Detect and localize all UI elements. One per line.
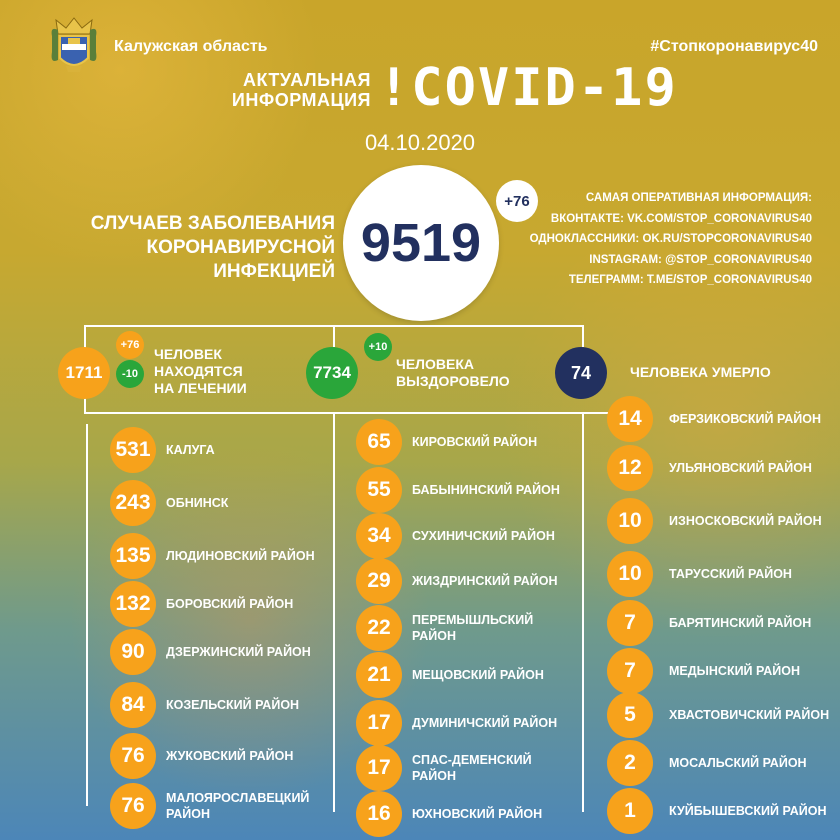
recovered-label-line-1: ЧЕЛОВЕКА — [396, 356, 474, 372]
district-row — [110, 629, 311, 675]
died-value: 74 — [570, 362, 592, 383]
district-name — [412, 573, 557, 589]
total-cases-circle — [343, 165, 499, 321]
district-value: 7 — [607, 600, 653, 646]
district-name — [166, 790, 309, 822]
district-name-line-1: СУХИНИЧСКИЙ РАЙОН — [412, 529, 555, 543]
district-name-line-1: МЕДЫНСКИЙ РАЙОН — [669, 664, 801, 678]
district-value: 12 — [607, 445, 653, 491]
district-value: 16 — [356, 791, 402, 837]
district-name-line-1: ЖИЗДРИНСКИЙ РАЙОН — [412, 574, 558, 588]
coat-of-arms-icon — [46, 14, 102, 76]
district-name-line-1: ЛЮДИНОВСКИЙ РАЙОН — [166, 549, 315, 563]
district-name-line-1: МОСАЛЬСКИЙ РАЙОН — [669, 756, 807, 770]
district-row — [607, 396, 821, 442]
district-value: 243 — [110, 480, 156, 526]
district-name — [412, 612, 533, 644]
district-value: 22 — [356, 605, 402, 651]
district-value: 76 — [110, 783, 156, 829]
district-row — [356, 605, 533, 651]
district-name — [412, 715, 557, 731]
died-circle — [555, 347, 607, 399]
actual-info-label — [226, 70, 371, 110]
district-row — [356, 558, 557, 604]
district-name-line-1: ПЕРЕМЫШЛЬСКИЙ — [412, 613, 534, 627]
district-value: 10 — [607, 551, 653, 597]
district-name-line-1: БАРЯТИНСКИЙ РАЙОН — [669, 616, 812, 630]
district-row — [356, 745, 532, 791]
district-row — [607, 498, 822, 544]
connector-line — [582, 325, 584, 347]
district-row — [110, 733, 293, 779]
connector-line — [333, 414, 335, 812]
district-name — [669, 707, 829, 723]
district-name-line-1: ФЕРЗИКОВСКИЙ РАЙОН — [669, 412, 821, 426]
connector-line — [582, 414, 584, 812]
district-name — [669, 460, 812, 476]
district-name — [412, 806, 542, 822]
district-row — [110, 427, 215, 473]
district-value: 132 — [110, 581, 156, 627]
district-name — [412, 667, 544, 683]
district-value: 14 — [607, 396, 653, 442]
district-name — [412, 482, 560, 498]
district-row — [607, 445, 812, 491]
recovered-circle — [306, 347, 358, 399]
district-value: 7 — [607, 648, 653, 694]
district-name — [412, 528, 555, 544]
district-row — [607, 648, 800, 694]
district-row — [607, 788, 826, 834]
district-name-line-2: РАЙОН — [412, 769, 457, 783]
connector-line — [84, 412, 608, 414]
page-title: !COVID-19 — [378, 58, 678, 118]
recovered-plus: +10 — [368, 341, 388, 353]
district-value: 65 — [356, 419, 402, 465]
district-name — [669, 803, 826, 819]
district-row — [356, 513, 555, 559]
district-name — [412, 752, 532, 784]
district-row — [607, 551, 792, 597]
total-cases-value: 9519 — [360, 213, 482, 273]
district-name-line-2: РАЙОН — [412, 629, 457, 643]
recovered-value: 7734 — [313, 363, 351, 382]
district-name — [166, 697, 299, 713]
district-value: 135 — [110, 533, 156, 579]
district-value: 1 — [607, 788, 653, 834]
district-name — [166, 548, 315, 564]
treatment-minus-badge — [116, 360, 144, 388]
info-vk: ВКОНТАКТЕ: VK.COM/STOP_CORONAVIRUS40 — [550, 212, 812, 225]
treatment-plus: +76 — [120, 339, 140, 351]
district-name — [166, 644, 311, 660]
district-name-line-1: БОРОВСКИЙ РАЙОН — [166, 597, 294, 611]
district-value: 17 — [356, 745, 402, 791]
district-name — [166, 495, 228, 511]
treatment-label-line-3: НА ЛЕЧЕНИИ — [154, 380, 247, 396]
district-name — [166, 748, 293, 764]
treatment-label-line-2: НАХОДЯТСЯ — [154, 363, 243, 379]
cases-label-line-1: СЛУЧАЕВ ЗАБОЛЕВАНИЯ — [90, 213, 335, 234]
district-name-line-1: КАЛУГА — [166, 443, 215, 457]
district-name — [669, 513, 822, 529]
district-row — [607, 692, 829, 738]
district-name — [412, 434, 537, 450]
district-row — [110, 480, 228, 526]
district-name-line-1: ТАРУССКИЙ РАЙОН — [669, 567, 792, 581]
district-value: 55 — [356, 467, 402, 513]
district-value: 21 — [356, 652, 402, 698]
district-name-line-1: ИЗНОСКОВСКИЙ РАЙОН — [669, 514, 822, 528]
district-row — [356, 652, 544, 698]
cases-label-line-2: КОРОНАВИРУСНОЙ ИНФЕКЦИЕЙ — [146, 237, 335, 282]
district-row — [110, 682, 299, 728]
district-name-line-1: БАБЫНИНСКИЙ РАЙОН — [412, 483, 560, 497]
district-row — [356, 791, 542, 837]
district-row — [607, 740, 807, 786]
recovered-label-line-2: ВЫЗДОРОВЕЛО — [396, 373, 510, 389]
district-row — [607, 600, 811, 646]
district-row — [356, 700, 557, 746]
recovered-plus-badge — [364, 333, 392, 361]
district-name-line-1: КУЙБЫШЕВСКИЙ РАЙОН — [669, 804, 827, 818]
district-row — [356, 467, 560, 513]
district-value: 5 — [607, 692, 653, 738]
district-name-line-1: КИРОВСКИЙ РАЙОН — [412, 435, 538, 449]
district-row — [356, 419, 537, 465]
district-name — [669, 411, 821, 427]
recovered-label — [396, 356, 510, 390]
treatment-minus: -10 — [122, 368, 138, 380]
district-name-line-1: ЖУКОВСКИЙ РАЙОН — [166, 749, 294, 763]
district-value: 84 — [110, 682, 156, 728]
total-cases-delta: +76 — [496, 180, 538, 222]
district-row — [110, 581, 293, 627]
treatment-label-line-1: ЧЕЛОВЕК — [154, 346, 222, 362]
info-telegram: ТЕЛЕГРАММ: T.ME/STOP_CORONAVIRUS40 — [568, 274, 812, 286]
district-name — [669, 755, 807, 771]
district-value: 90 — [110, 629, 156, 675]
connector-line — [333, 325, 335, 347]
social-info — [530, 188, 812, 291]
district-name — [669, 663, 800, 679]
district-name-line-1: МЕЩОВСКИЙ РАЙОН — [412, 668, 544, 682]
district-name-line-1: ДУМИНИЧСКИЙ РАЙОН — [412, 716, 558, 730]
district-value: 76 — [110, 733, 156, 779]
treatment-value: 1711 — [65, 363, 103, 382]
district-name-line-2: РАЙОН — [166, 807, 211, 821]
region-name: Калужская область — [114, 38, 268, 55]
district-value: 2 — [607, 740, 653, 786]
district-name-line-1: ХВАСТОВИЧСКИЙ РАЙОН — [669, 708, 830, 722]
died-label: ЧЕЛОВЕКА УМЕРЛО — [630, 364, 771, 380]
info-instagram: INSTAGRAM: @STOP_CORONAVIRUS40 — [589, 253, 812, 266]
district-name-line-1: КОЗЕЛЬСКИЙ РАЙОН — [166, 698, 300, 712]
report-date: 04.10.2020 — [364, 130, 476, 155]
district-row — [110, 533, 315, 579]
actual-line-1: АКТУАЛЬНАЯ — [243, 70, 371, 90]
district-value: 29 — [356, 558, 402, 604]
district-row — [110, 783, 309, 829]
district-name-line-1: СПАС-ДЕМЕНСКИЙ — [412, 753, 532, 767]
info-ok: ОДНОКЛАССНИКИ: OK.RU/STOPCORONAVIRUS40 — [529, 233, 812, 245]
district-name-line-1: ОБНИНСК — [166, 496, 229, 510]
district-name-line-1: УЛЬЯНОВСКИЙ РАЙОН — [669, 461, 812, 475]
hashtag: #Стопкоронавирус40 — [650, 38, 818, 55]
district-value: 34 — [356, 513, 402, 559]
connector-line — [86, 424, 88, 806]
district-name — [166, 596, 293, 612]
treatment-plus-badge — [116, 331, 144, 359]
district-value: 10 — [607, 498, 653, 544]
district-name — [669, 615, 811, 631]
cases-label — [30, 212, 335, 284]
district-name-line-1: МАЛОЯРОСЛАВЕЦКИЙ — [166, 791, 310, 805]
treatment-label — [154, 346, 247, 397]
actual-line-2: ИНФОРМАЦИЯ — [231, 90, 371, 110]
district-name — [166, 442, 215, 458]
district-value: 531 — [110, 427, 156, 473]
district-name-line-1: ЮХНОВСКИЙ РАЙОН — [412, 807, 543, 821]
district-name-line-1: ДЗЕРЖИНСКИЙ РАЙОН — [166, 645, 311, 659]
district-name — [669, 566, 792, 582]
district-value: 17 — [356, 700, 402, 746]
treatment-circle — [58, 347, 110, 399]
info-heading: САМАЯ ОПЕРАТИВНАЯ ИНФОРМАЦИЯ: — [585, 192, 812, 204]
